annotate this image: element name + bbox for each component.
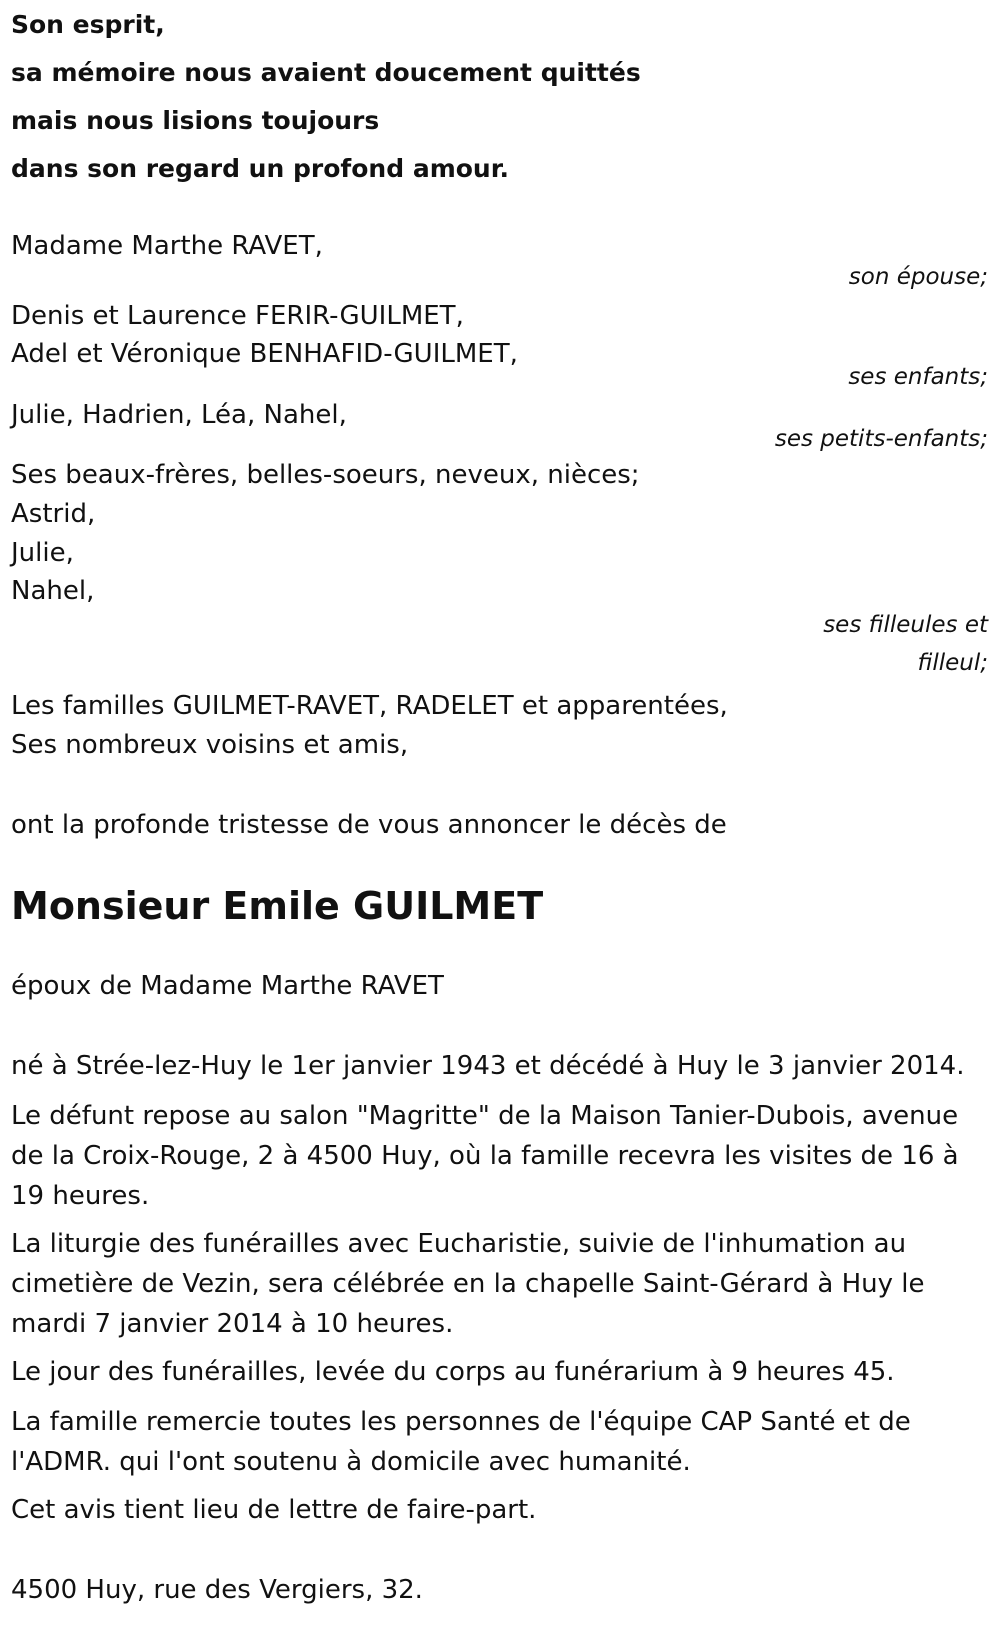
child-2: Adel et Véronique BENHAFID-GUILMET, — [11, 339, 518, 369]
godchild-3: Nahel, — [11, 576, 95, 606]
birth-death: né à Strée-lez-Huy le 1er janvier 1943 et décédé à Huy le 3 janvier 2014. — [11, 1051, 965, 1081]
levee-paragraph: Le jour des funérailles, levée du corps au funérarium à 9 heures 45. — [11, 1357, 895, 1387]
spouse-of: époux de Madame Marthe RAVET — [11, 971, 444, 1001]
friends: Ses nombreux voisins et amis, — [11, 730, 409, 760]
address: 4500 Huy, rue des Vergiers, 32. — [11, 1575, 423, 1605]
godchild-1: Astrid, — [11, 499, 96, 529]
spouse-role: son épouse; — [848, 264, 988, 290]
poem-line-2: sa mémoire nous avaient doucement quittés — [11, 58, 641, 87]
spouse-name: Madame Marthe RAVET, — [11, 231, 323, 261]
announcement: ont la profonde tristesse de vous annoncer le décès de — [11, 810, 727, 840]
thanks-paragraph: La famille remercie toutes les personnes de l'équipe CAP Santé et de l'ADMR. qui l'ont soutenu à domicile avec humanité. — [11, 1407, 911, 1477]
inlaws: Ses beaux-frères, belles-soeurs, neveux, nièces; — [11, 460, 640, 490]
liturgy-paragraph: La liturgie des funérailles avec Eucharistie, suivie de l'inhumation au cimetière de Vezin, sera célébrée en la chapelle Saint-Gérard à Huy le mardi 7 janvier 2014 à 10 heures. — [11, 1229, 925, 1339]
godchild-2: Julie, — [11, 538, 74, 568]
deceased-name: Monsieur Emile GUILMET — [11, 884, 544, 928]
godchildren-role-line-1: ses filleules et — [823, 612, 988, 638]
repose-paragraph: Le défunt repose au salon "Magritte" de la Maison Tanier-Dubois, avenue de la Croix-Rouge, 2 à 4500 Huy, où la famille recevra les visites de 16 à 19 heures. — [11, 1101, 959, 1211]
child-1: Denis et Laurence FERIR-GUILMET, — [11, 301, 464, 331]
families: Les familles GUILMET-RAVET, RADELET et apparentées, — [11, 691, 728, 721]
poem-line-4: dans son regard un profond amour. — [11, 154, 509, 183]
poem-line-1: Son esprit, — [11, 10, 165, 39]
poem-line-3: mais nous lisions toujours — [11, 106, 380, 135]
children-role: ses enfants; — [848, 364, 988, 390]
godchildren-role-line-2: filleul; — [917, 650, 988, 676]
notice-paragraph: Cet avis tient lieu de lettre de faire-part. — [11, 1495, 537, 1525]
grandchildren-role: ses petits-enfants; — [774, 426, 988, 452]
grandchildren: Julie, Hadrien, Léa, Nahel, — [11, 400, 347, 430]
